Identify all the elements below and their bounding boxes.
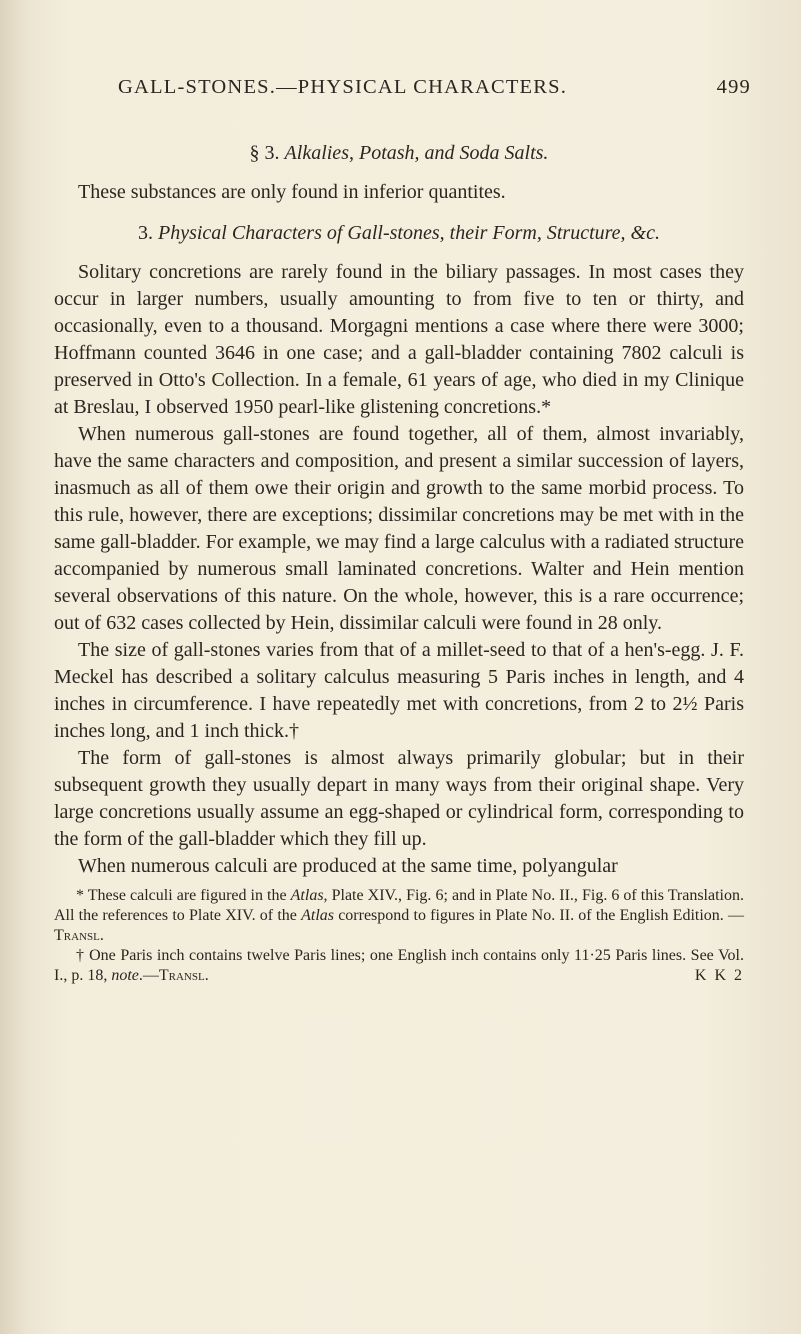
running-title: GALL-STONES.—PHYSICAL CHARACTERS. xyxy=(118,76,568,98)
section-number: § 3. xyxy=(249,142,280,164)
page-body xyxy=(54,140,744,986)
paragraph-substances: These substances are only found in inferior quantites. xyxy=(78,181,506,203)
paragraph-form: The form of gall-stones is almost always primarily globular; but in their subsequent growth they usually depart in many ways from their original shape. Very large concretions usually assume an egg-shaped or cylindrical form, corresponding to the form of the gall-bladder which they fill up. xyxy=(54,747,744,850)
page-number: 499 xyxy=(716,76,751,98)
signature-mark: K K 2 xyxy=(694,967,744,984)
paragraph-numerous: When numerous gall-stones are found together, all of them, almost invariably, have the same characters and composition, and present a similar succession of layers, inasmuch as all of them owe their origin and growth to the same morbid process. To this rule, however, there are exceptions; dissimilar concretions may be met with in the same gall-bladder. For example, we may find a large calculus with a radiated structure accompanied by numerous small laminated concretions. Walter and Hein mention several observations of this nature. On the whole, however, this is a rare occurrence; out of 632 cases collected by Hein, dissimilar calculi were found in 28 only. xyxy=(54,423,744,634)
section-number: 3. xyxy=(138,222,153,244)
paragraph-size: The size of gall-stones varies from that of a millet-seed to that of a hen's-egg. J. F. Meckel has described a solitary calculus measuring 5 Paris inches in length, and 4 inches in circumference. I have repeatedly met with concretions, from 2 to 2½ Paris inches long, and 1 inch thick.† xyxy=(54,639,744,742)
running-header xyxy=(118,76,751,104)
section-title: Alkalies, Potash, and Soda Salts. xyxy=(284,142,549,164)
footnote-paris-inch: † One Paris inch contains twelve Paris lines; one English inch contains only 11·25 Paris lines. See Vol. I., p. 18, note.—Transl. K K 2 xyxy=(54,947,744,984)
footnote-atlas: * These calculi are figured in the Atlas, Plate XIV., Fig. 6; and in Plate No. II., Fig. 6 of this Translation. All the references to Plate XIV. of the Atlas correspond to figures in Plate No. II. of the English Edition. —Transl. xyxy=(54,887,744,944)
section-title: Physical Characters of Gall-stones, their Form, Structure, &c. xyxy=(158,222,660,244)
section-heading-alkalies xyxy=(54,140,744,167)
section-heading-physical xyxy=(54,220,744,247)
paragraph-polyangular: When numerous calculi are produced at the same time, polyangular xyxy=(78,855,618,877)
paragraph-solitary: Solitary concretions are rarely found in the biliary passages. In most cases they occur in larger numbers, usually amounting to from five to ten or thirty, and occasionally, even to a thousand. Morgagni mentions a case where there were 3000; Hoffmann counted 3646 in one case; and a gall-bladder containing 7802 calculi is preserved in Otto's Collection. In a female, 61 years of age, who died in my Clinique at Breslau, I observed 1950 pearl-like glistening concretions.* xyxy=(54,261,744,418)
